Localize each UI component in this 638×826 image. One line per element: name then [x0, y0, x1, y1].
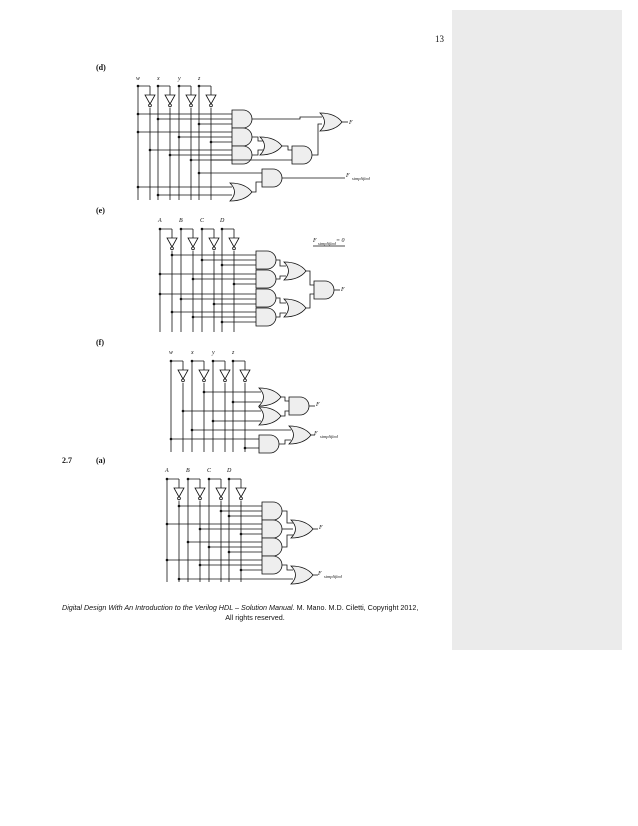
- circuit-f-input-label: z: [232, 350, 235, 356]
- circuit-d-subscript: simplified: [352, 176, 370, 181]
- section-f-label: (f): [96, 338, 104, 347]
- circuit-e: [157, 218, 345, 332]
- section-d-label: (d): [96, 63, 106, 72]
- circuit-f: [169, 350, 338, 453]
- circuit-d-input-label: w: [136, 76, 141, 82]
- circuit-e-input-label: B: [179, 218, 183, 224]
- circuit-a-output-simplified-label: F: [318, 571, 322, 577]
- circuit-f-output-simplified-label: F: [314, 431, 318, 437]
- circuit-e-equation-f: F: [313, 238, 317, 244]
- section-a-label: (a): [96, 456, 106, 465]
- circuit-e-equation-subscript: simplified: [318, 241, 336, 246]
- circuit-d-input-label: x: [157, 76, 160, 82]
- circuit-d-input-lines: [138, 86, 211, 200]
- circuit-a-subscript: simplified: [324, 574, 342, 579]
- footer-book-title: Digital Design With An Introduction to the Verilog HDL – Solution Manual.: [62, 603, 295, 612]
- circuit-e-equation-rhs: = 0: [336, 238, 345, 244]
- circuit-d-output-label: F: [349, 120, 353, 126]
- circuit-d-labels: [136, 76, 370, 181]
- circuit-d-gates: [230, 110, 342, 201]
- footer-rights: All rights reserved.: [225, 612, 285, 622]
- circuit-e-gates: [256, 251, 334, 326]
- circuit-e-input-label: D: [220, 218, 225, 224]
- circuit-d-junctions: [137, 85, 213, 197]
- page-number: 13: [435, 34, 444, 44]
- section-e-label: (e): [96, 206, 105, 215]
- circuit-e-output-label: F: [341, 287, 345, 293]
- circuit-a-input-label: B: [186, 468, 190, 474]
- circuit-d: [136, 76, 370, 201]
- circuit-d-input-label: y: [178, 76, 181, 82]
- circuit-d-input-label: z: [198, 76, 201, 82]
- circuit-a-input-label: C: [207, 468, 212, 474]
- circuit-d-inverters: [145, 95, 216, 107]
- circuit-a-gates: [262, 502, 313, 584]
- circuit-f-input-label: y: [212, 350, 215, 356]
- circuit-a-input-label: D: [227, 468, 232, 474]
- circuit-a-inverters: [174, 488, 246, 500]
- circuit-a: [164, 468, 342, 584]
- page-footer: [62, 603, 448, 622]
- footer-authors: M. Mano. M.D. Ciletti, Copyright 2012,: [294, 603, 419, 612]
- circuit-f-labels: [169, 350, 338, 439]
- circuit-f-inverters: [178, 370, 250, 382]
- problem-number: 2.7: [62, 456, 72, 465]
- circuit-e-inverters: [167, 238, 239, 250]
- circuit-e-input-label: C: [200, 218, 205, 224]
- circuit-f-input-label: x: [191, 350, 194, 356]
- circuit-e-input-label: A: [158, 218, 162, 224]
- circuit-a-input-label: A: [165, 468, 169, 474]
- circuit-a-labels: [164, 468, 342, 579]
- circuit-d-output-simplified-label: F: [346, 173, 350, 179]
- circuit-f-subscript: simplified: [320, 434, 338, 439]
- circuit-f-input-label: w: [169, 350, 174, 356]
- circuit-f-output-label: F: [316, 402, 320, 408]
- circuit-a-output-label: F: [319, 525, 323, 531]
